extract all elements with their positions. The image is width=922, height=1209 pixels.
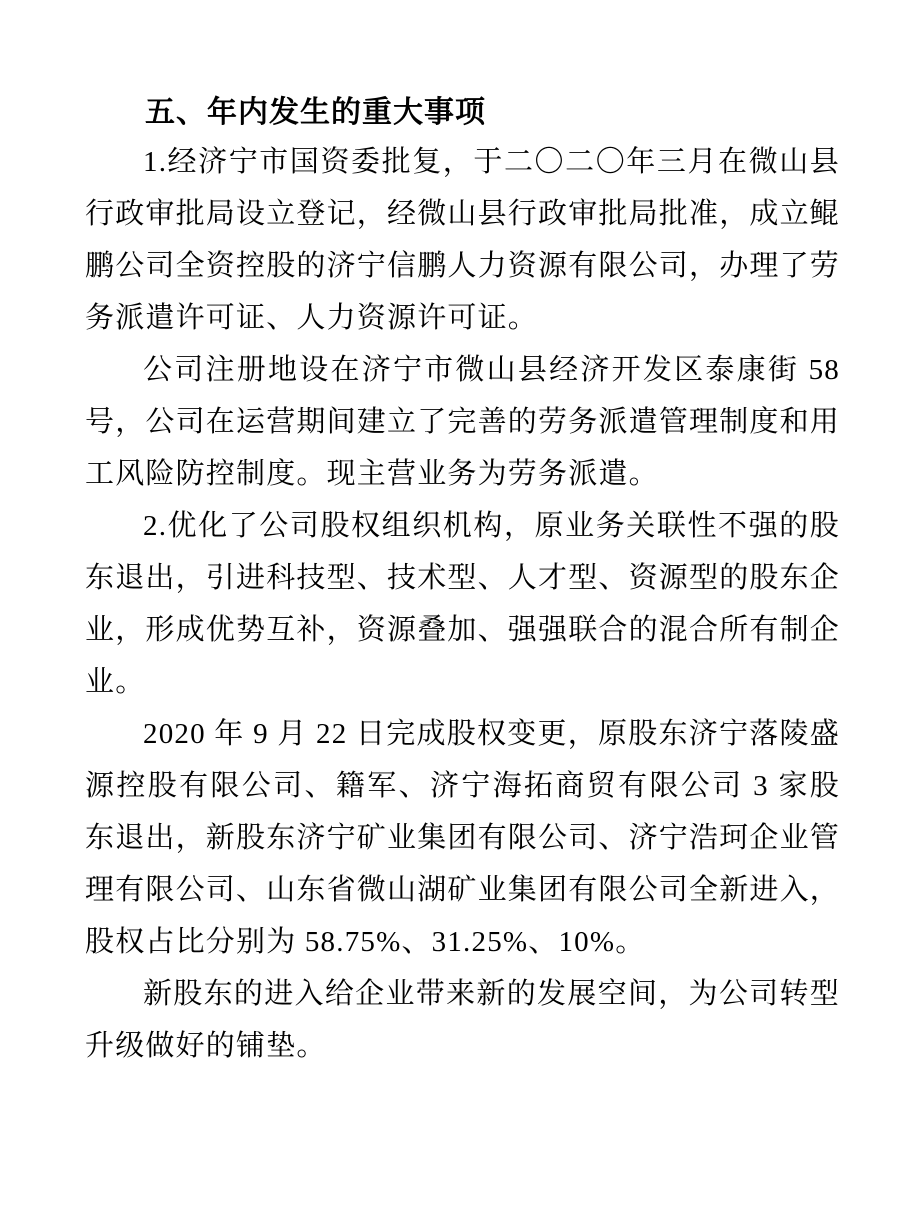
paragraph: 2.优化了公司股权组织机构，原业务关联性不强的股东退出，引进科技型、技术型、人才型、资源型的股东企业，形成优势互补，资源叠加、强强联合的混合所有制企业。 xyxy=(85,510,841,698)
paragraph: 新股东的进入给企业带来新的发展空间，为公司转型升级做好的铺垫。 xyxy=(85,978,840,1062)
paragraph: 公司注册地设在济宁市微山县经济开发区泰康街 58 号，公司在运营期间建立了完善的劳务派遣管理制度和用工风险防控制度。现主营业务为劳务派遣。 xyxy=(85,354,841,490)
section-heading: 五、年内发生的重大事项 xyxy=(145,96,486,129)
paragraph: 1.经济宁市国资委批复，于二〇二〇年三月在微山县行政审批局设立登记，经微山县行政审批局批准，成立鲲鹏公司全资控股的济宁信鹏人力资源有限公司，办理了劳务派遣许可证、人力资源许可证。 xyxy=(85,146,841,334)
paragraph: 2020 年 9 月 22 日完成股权变更，原股东济宁落陵盛源控股有限公司、籍军、济宁海拓商贸有限公司 3 家股东退出，新股东济宁矿业集团有限公司、济宁浩珂企业管理有限公司、山东省微山湖矿业集团有限公司全新进入，股权占比分别为 58.75%、31.25%、10%。 xyxy=(85,718,841,958)
